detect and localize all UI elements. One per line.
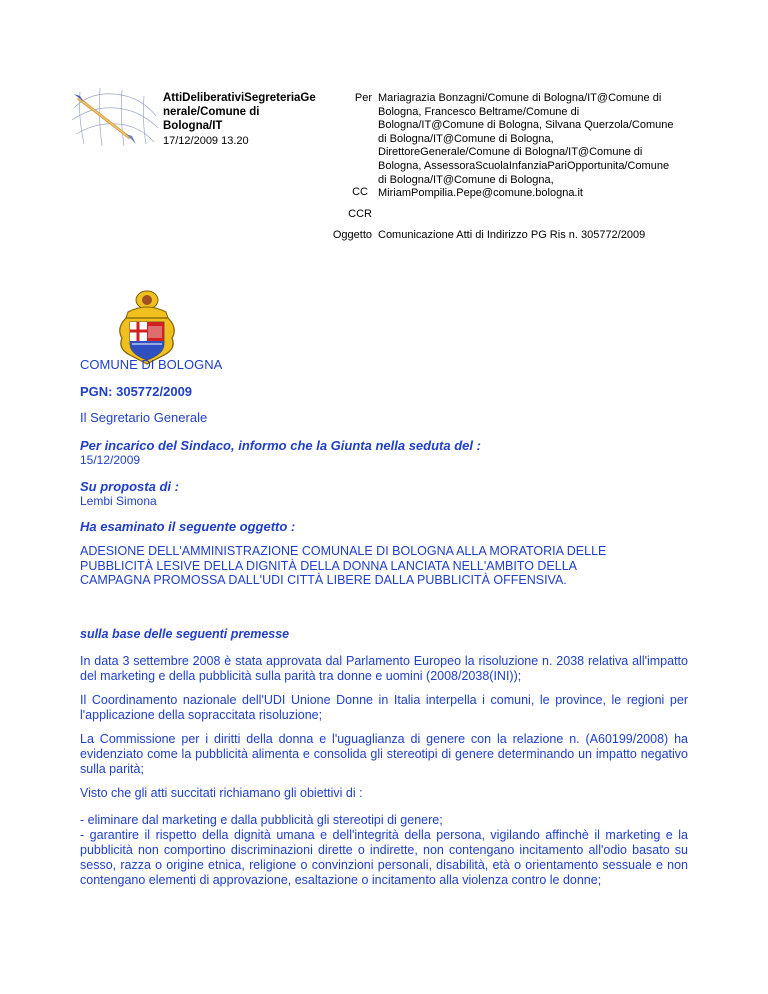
ccr-label: CCR — [348, 208, 372, 220]
bologna-crest-icon — [112, 288, 182, 368]
sender-name: AttiDeliberativiSegreteriaGe nerale/Comune di Bologna/IT — [163, 92, 316, 132]
proposta-name: Lembi Simona — [80, 494, 157, 508]
sent-date: 17/12/2009 13.20 — [163, 135, 249, 147]
premesse-heading: sulla base delle seguenti premesse — [80, 627, 290, 641]
esaminato-label: Ha esaminato il seguente oggetto : — [80, 519, 296, 534]
quill-logo-icon — [70, 86, 160, 148]
per-label: Per — [354, 92, 372, 104]
paragraph: La Commissione per i diritti della donna e l'uguaglianza di genere con la relazione n. (A60199/2008) ha evidenziato come la pubblicità alimenta e consolida gli stereotipi di genere determinando un impatto negativo sulla parità; — [80, 732, 688, 776]
proposta-label: Su proposta di : — [80, 479, 179, 494]
paragraph: - garantire il rispetto della dignità umana e dell'integrità della persona, vigilando affinchè il marketing e la pubblicità non comportino discriminazioni dirette o indirette, non contengano incitamento all'odio basato su sesso, razza o origine etnica, religione o convinzioni personali, disabilità, età o orientamento sessuale e non contengano elementi di approvazione, esaltazione o incitamento alla violenza contro le donne; — [80, 828, 688, 887]
recipients-list: Mariagrazia Bonzagni/Comune di Bologna/IT@Comune di Bologna, Francesco Beltrame/Comune di Bologna/IT@Comune di Bologna, Silvana Querzola/Comune di Bologna/IT@Comune di Bologna, DirettoreGenerale/Comune di Bologna/IT@Comune di Bologna, AssessoraScuolaInfanziaPariOpportunita/Comune di Bologna/IT@Comune di Bologna, MiriamPompilia.Pepe@comune.bologna.it — [378, 92, 674, 200]
paragraph: In data 3 settembre 2008 è stata approvata dal Parlamento Europeo la risoluzione n. 2038 relativa all'impatto del marketing e della pubblicità sulla parità tra donne e uomini (2008/2038(INI)); — [80, 654, 688, 683]
incarico-label: Per incarico del Sindaco, informo che la Giunta nella seduta del : — [80, 438, 481, 453]
paragraph: Il Coordinamento nazionale dell'UDI Unione Donne in Italia interpella i comuni, le province, le regioni per l'applicazione della sopraccitata risoluzione; — [80, 693, 688, 722]
paragraph: - eliminare dal marketing e dalla pubblicità gli stereotipi di genere; — [80, 813, 443, 827]
comune-title: COMUNE DI BOLOGNA — [80, 357, 223, 372]
oggetto-value: Comunicazione Atti di Indirizzo PG Ris n. 305772/2009 — [378, 229, 646, 241]
pgn-number: PGN: 305772/2009 — [80, 384, 193, 399]
cc-label: CC — [352, 186, 368, 198]
oggetto-label: Oggetto — [332, 229, 372, 241]
paragraph: Visto che gli atti succitati richiamano gli obiettivi di : — [80, 786, 363, 800]
seduta-date: 15/12/2009 — [80, 453, 141, 467]
oggetto-text: ADESIONE DELL'AMMINISTRAZIONE COMUNALE DI BOLOGNA ALLA MORATORIA DELLE PUBBLICITÀ LESIVE DELLA DIGNITÀ DELLA DONNA LANCIATA NELL'AMBITO DELLA CAMPAGNA PROMOSSA DALL'UDI CITTÀ LIBERE DALLA PUBBLICITÀ OFFENSIVA. — [80, 544, 607, 587]
segretario-label: Il Segretario Generale — [80, 410, 208, 425]
